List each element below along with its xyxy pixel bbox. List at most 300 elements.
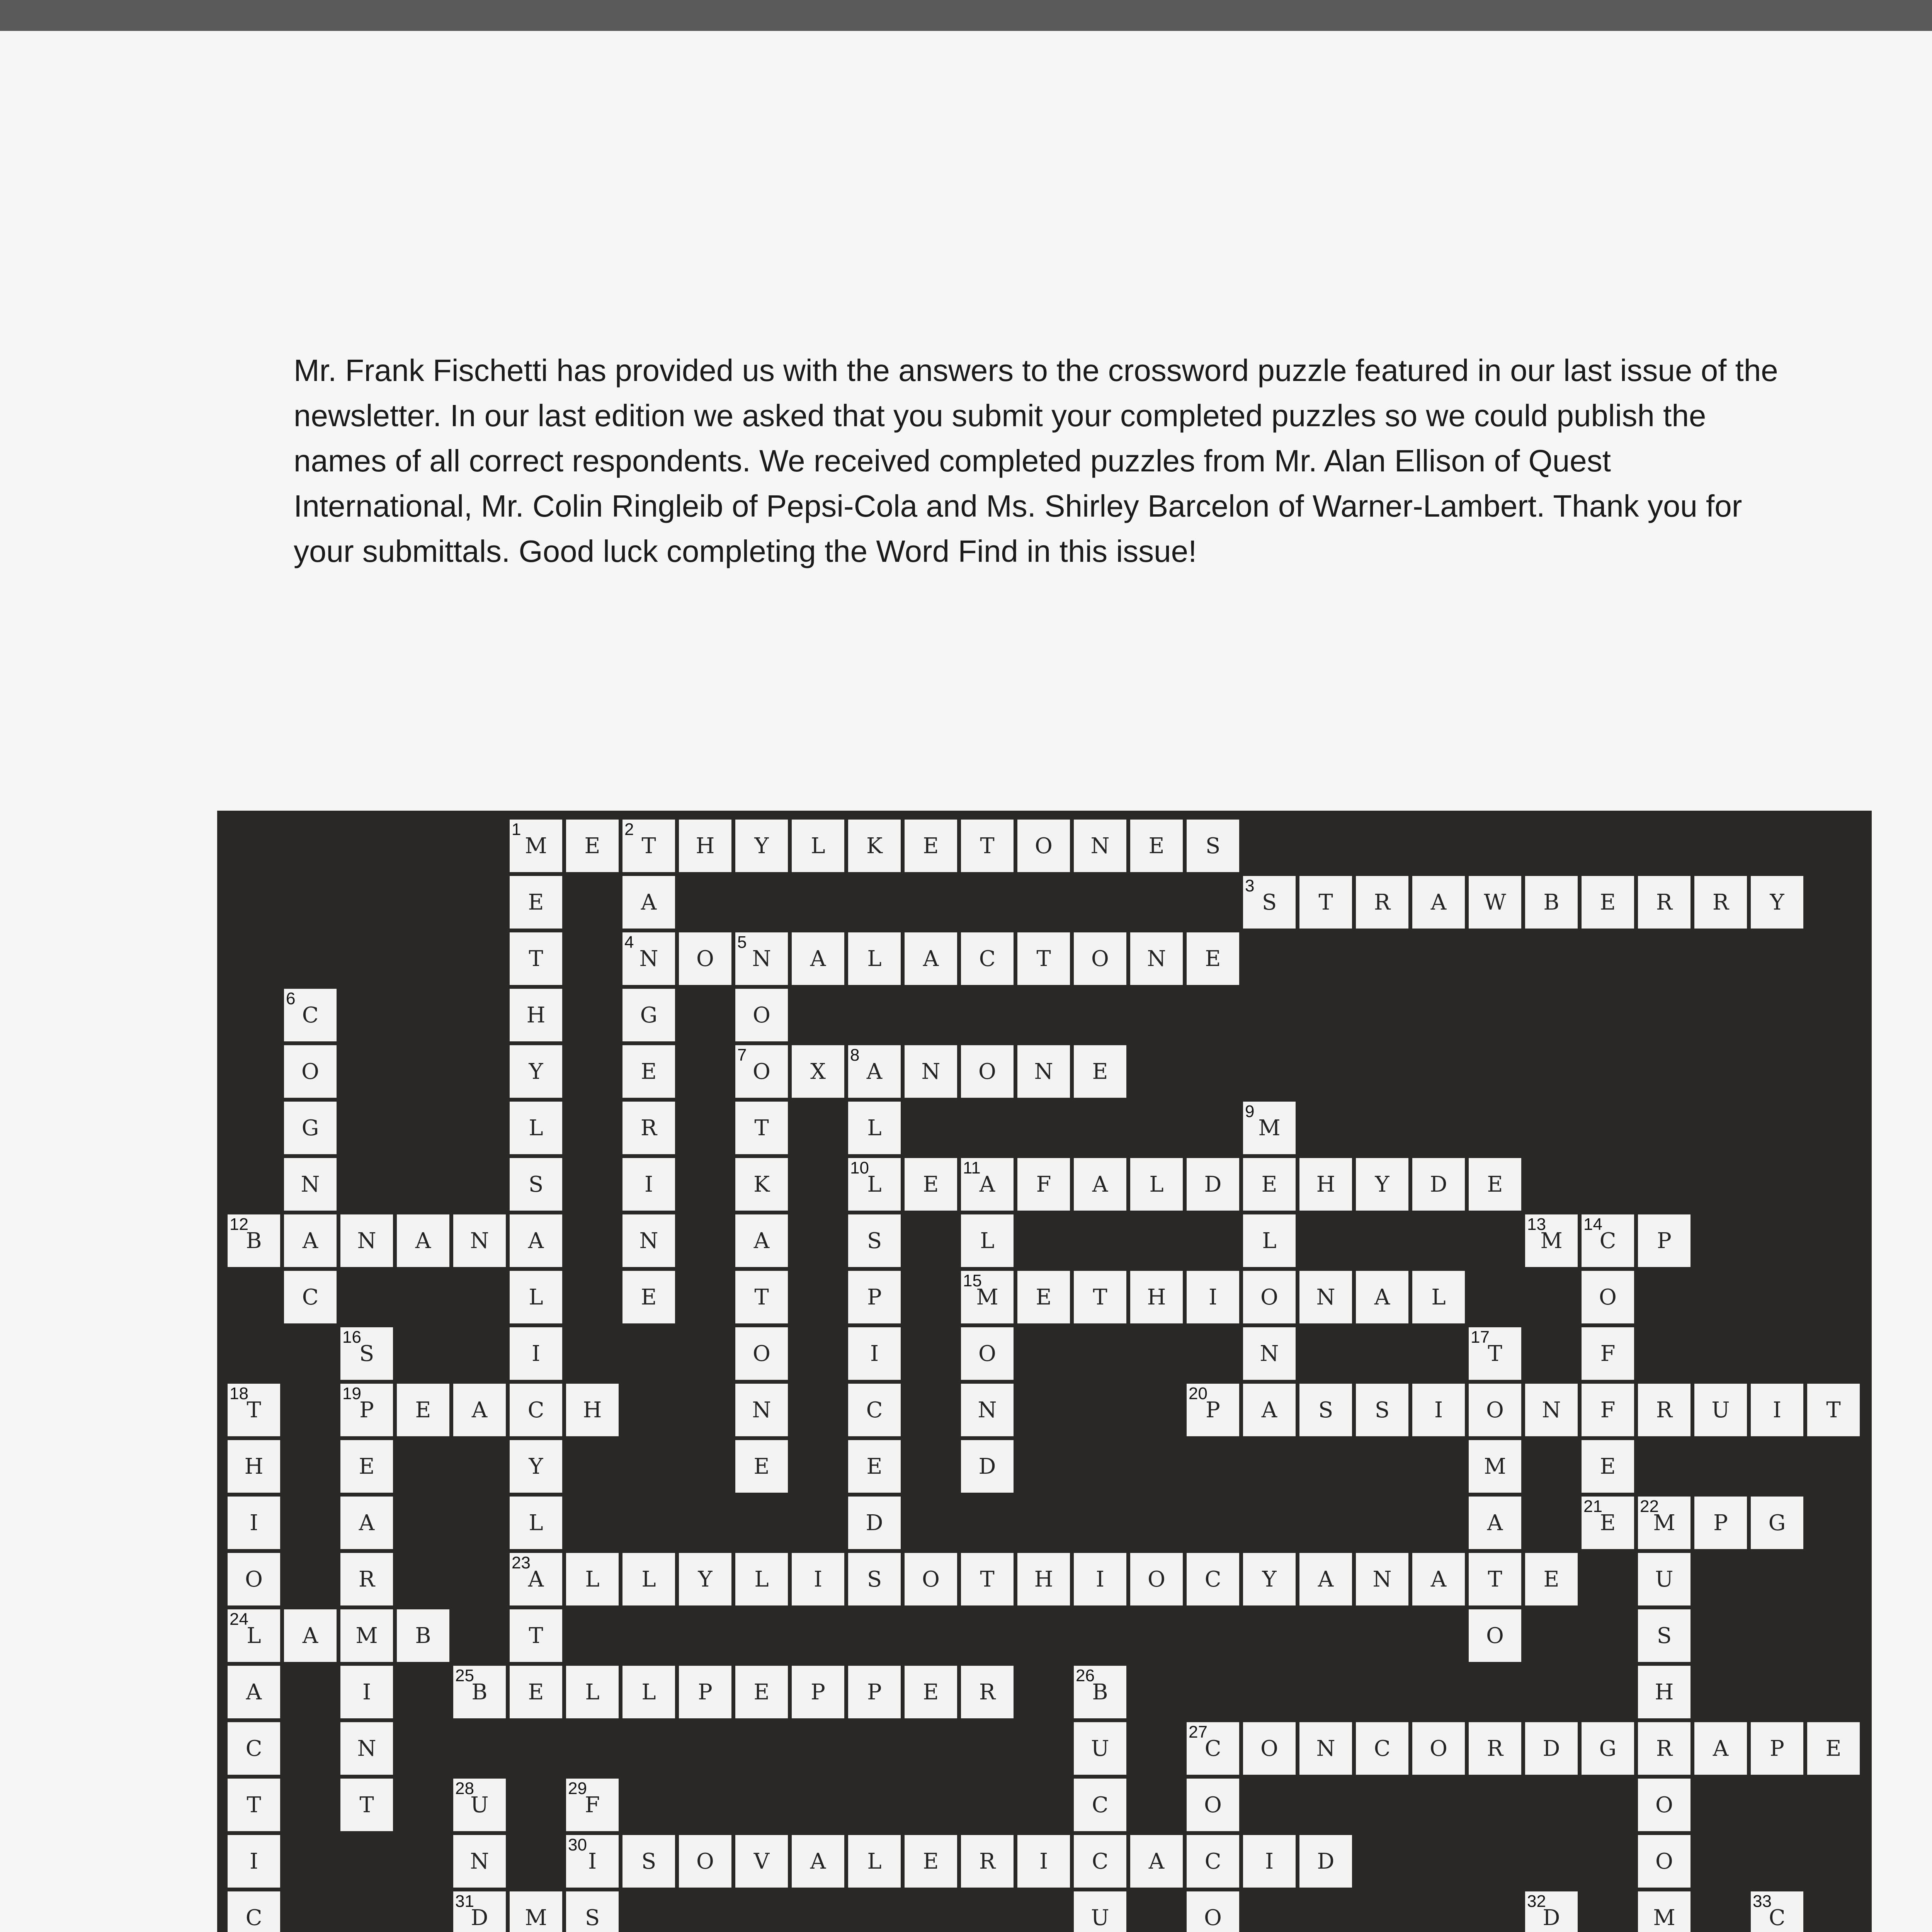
cell-letter: S [1262, 889, 1277, 915]
crossword-cell [1692, 874, 1749, 930]
cell-letter: O [753, 1341, 770, 1366]
crossword-cell [903, 818, 959, 874]
cell-letter: I [1265, 1849, 1274, 1874]
cell-letter: A [1148, 1849, 1165, 1874]
cell-letter: A [979, 1172, 995, 1197]
crossword-cell [1128, 1156, 1185, 1213]
crossword-cell [846, 1664, 903, 1720]
cell-letter: O [1091, 946, 1109, 971]
clue-number: 27 [1189, 1723, 1208, 1742]
crossword-cell [1523, 1720, 1580, 1777]
cell-letter: C [302, 1002, 319, 1028]
crossword-cell [959, 818, 1015, 874]
cell-letter: X [810, 1059, 826, 1084]
cell-letter: L [1431, 1284, 1446, 1310]
cell-letter: A [1430, 1566, 1447, 1592]
crossword-cell [1185, 1889, 1241, 1932]
clue-number: 6 [286, 989, 296, 1008]
cell-letter: H [1147, 1284, 1166, 1310]
cell-letter: N [639, 946, 658, 971]
cell-letter: N [470, 1849, 489, 1874]
clue-number: 3 [1245, 876, 1255, 895]
cell-letter: E [1543, 1566, 1560, 1592]
crossword-cell [846, 1438, 903, 1495]
crossword-cell [564, 818, 621, 874]
crossword-cell [564, 1889, 621, 1932]
cell-letter: U [470, 1792, 489, 1818]
cell-letter: O [1486, 1623, 1504, 1648]
crossword-cell [1580, 1382, 1636, 1438]
crossword-cell [564, 1777, 621, 1833]
crossword-cell [451, 1664, 508, 1720]
crossword-cell [846, 1833, 903, 1889]
cell-letter: N [1147, 946, 1166, 971]
crossword-cell [226, 1833, 282, 1889]
cell-letter: D [1543, 1736, 1560, 1761]
crossword-cell [1354, 874, 1410, 930]
crossword-cell [733, 1269, 790, 1325]
crossword-cell [1241, 1720, 1298, 1777]
cell-letter: T [1318, 889, 1333, 915]
cell-letter: N [1316, 1736, 1335, 1761]
crossword-cell [226, 1607, 282, 1664]
cell-letter: C [1374, 1736, 1391, 1761]
cell-letter: A [1487, 1510, 1503, 1536]
crossword-cell [733, 930, 790, 987]
cell-letter: N [357, 1228, 376, 1253]
crossword-cell [1749, 1495, 1805, 1551]
crossword-cell [1692, 1382, 1749, 1438]
crossword-cell [621, 1213, 677, 1269]
crossword-cell [959, 1551, 1015, 1607]
clue-number: 10 [850, 1158, 869, 1177]
crossword-cell [1580, 1720, 1636, 1777]
cell-letter: A [641, 889, 657, 915]
crossword-cell [1185, 818, 1241, 874]
crossword-cell [677, 1833, 733, 1889]
crossword-cell [1015, 1269, 1072, 1325]
cell-letter: R [1656, 1397, 1673, 1423]
cell-letter: H [696, 833, 715, 859]
cell-letter: E [1092, 1059, 1108, 1084]
crossword-cell [1185, 1156, 1241, 1213]
cell-letter: R [1656, 1736, 1673, 1761]
crossword-cell [226, 1382, 282, 1438]
cell-letter: E [753, 1454, 770, 1479]
crossword-cell [564, 1382, 621, 1438]
cell-letter: O [1655, 1792, 1673, 1818]
clue-number: 20 [1189, 1384, 1208, 1403]
cell-letter: N [1260, 1341, 1279, 1366]
crossword-cell [959, 1382, 1015, 1438]
crossword-cell [226, 1438, 282, 1495]
cell-letter: M [976, 1284, 998, 1310]
crossword-cell [1636, 1777, 1692, 1833]
cell-letter: O [301, 1059, 319, 1084]
crossword-cell [846, 1213, 903, 1269]
cell-letter: T [754, 1115, 769, 1141]
cell-letter: R [979, 1679, 996, 1705]
crossword-cell [508, 1043, 564, 1100]
crossword-cell [1072, 1156, 1128, 1213]
cell-letter: L [1149, 1172, 1164, 1197]
crossword-cell [621, 930, 677, 987]
crossword-cell [733, 1438, 790, 1495]
clue-number: 28 [455, 1779, 474, 1798]
crossword-cell [508, 1100, 564, 1156]
clue-number: 5 [737, 933, 747, 952]
crossword-cell [1580, 1213, 1636, 1269]
crossword-cell [903, 1551, 959, 1607]
cell-letter: G [1768, 1510, 1786, 1536]
cell-letter: T [1488, 1341, 1502, 1366]
crossword-cell [903, 1664, 959, 1720]
crossword-cell [338, 1777, 395, 1833]
cell-letter: S [1205, 833, 1221, 859]
cell-letter: S [1656, 1623, 1672, 1648]
cell-letter: K [753, 1172, 770, 1197]
crossword-cell [1692, 1720, 1749, 1777]
crossword-cell [508, 1551, 564, 1607]
crossword-cell [1185, 1777, 1241, 1833]
cell-letter: I [249, 1849, 259, 1874]
crossword-cell [1185, 1382, 1241, 1438]
crossword-cell [1072, 930, 1128, 987]
cell-letter: D [1543, 1905, 1560, 1930]
cell-letter: E [1036, 1284, 1052, 1310]
cell-letter: C [1204, 1736, 1221, 1761]
cell-letter: A [415, 1228, 431, 1253]
crossword-cell [621, 1664, 677, 1720]
clue-number: 26 [1076, 1666, 1095, 1685]
crossword-cell [1072, 1720, 1128, 1777]
crossword-cell [733, 1325, 790, 1382]
crossword-cell [564, 1664, 621, 1720]
clue-number: 9 [1245, 1102, 1255, 1121]
crossword-cell [226, 1777, 282, 1833]
crossword-cell [621, 1269, 677, 1325]
cell-letter: T [754, 1284, 769, 1310]
cell-letter: V [753, 1849, 770, 1874]
crossword-cell [451, 1777, 508, 1833]
crossword-cell [395, 1213, 451, 1269]
crossword-cell [508, 930, 564, 987]
cell-letter: I [588, 1849, 597, 1874]
crossword-cell [508, 1156, 564, 1213]
cell-letter: I [1039, 1849, 1048, 1874]
crossword-cell [226, 1889, 282, 1932]
cell-letter: I [1095, 1566, 1105, 1592]
cell-letter: I [362, 1679, 371, 1705]
cell-letter: A [528, 1566, 544, 1592]
cell-letter: R [1656, 889, 1673, 915]
cell-letter: H [1316, 1172, 1335, 1197]
crossword-cell [1467, 1382, 1523, 1438]
cell-letter: R [1712, 889, 1729, 915]
clue-number: 30 [568, 1835, 587, 1854]
crossword-cell [508, 874, 564, 930]
cell-letter: O [1430, 1736, 1447, 1761]
crossword-cell [677, 1664, 733, 1720]
crossword-cell [1467, 1495, 1523, 1551]
crossword-cell [621, 1100, 677, 1156]
crossword-cell [1636, 1213, 1692, 1269]
crossword-cell [1185, 1833, 1241, 1889]
cell-letter: S [1318, 1397, 1333, 1423]
crossword-cell [564, 1551, 621, 1607]
crossword-cell [903, 1833, 959, 1889]
cell-letter: T [247, 1792, 261, 1818]
crossword-cell [395, 1382, 451, 1438]
crossword-cell [959, 1043, 1015, 1100]
cell-letter: U [1711, 1397, 1730, 1423]
cell-letter: N [639, 1228, 658, 1253]
crossword-cell [1523, 1889, 1580, 1932]
crossword-cell [790, 1043, 846, 1100]
cell-letter: E [923, 1849, 939, 1874]
crossword-cell [282, 1100, 338, 1156]
cell-letter: B [471, 1679, 488, 1705]
cell-letter: S [1374, 1397, 1390, 1423]
cell-letter: C [1092, 1792, 1109, 1818]
cell-letter: G [1599, 1736, 1617, 1761]
cell-letter: W [1484, 889, 1506, 915]
crossword-cell [1354, 1269, 1410, 1325]
crossword-cell [1298, 1833, 1354, 1889]
cell-letter: E [1600, 1510, 1616, 1536]
crossword-cell [790, 1551, 846, 1607]
crossword-cell [395, 1607, 451, 1664]
crossword-cell [1354, 1720, 1410, 1777]
cell-letter: F [1600, 1397, 1616, 1423]
crossword-cell [1354, 1382, 1410, 1438]
crossword-cell [1410, 1269, 1467, 1325]
cell-letter: O [1260, 1736, 1278, 1761]
clue-number: 12 [230, 1215, 248, 1234]
cell-letter: R [1374, 889, 1391, 915]
cell-letter: L [1262, 1228, 1277, 1253]
cell-letter: A [1092, 1172, 1108, 1197]
crossword-cell [677, 930, 733, 987]
crossword-cell [1241, 1551, 1298, 1607]
cell-letter: E [359, 1454, 375, 1479]
crossword-cell [1410, 1382, 1467, 1438]
cell-letter: N [1316, 1284, 1335, 1310]
clue-number: 13 [1527, 1215, 1546, 1234]
cell-letter: M [355, 1623, 378, 1648]
crossword-cell [1241, 1833, 1298, 1889]
crossword-cell [733, 1382, 790, 1438]
cell-letter: O [245, 1566, 263, 1592]
crossword-cell [508, 1664, 564, 1720]
crossword-cell [338, 1325, 395, 1382]
crossword-cell [1580, 1495, 1636, 1551]
clue-number: 25 [455, 1666, 474, 1685]
cell-letter: U [1655, 1566, 1673, 1592]
cell-letter: A [923, 946, 939, 971]
crossword-cell [621, 1043, 677, 1100]
crossword-cell [451, 1213, 508, 1269]
crossword-cell [1128, 818, 1185, 874]
cell-letter: P [1206, 1397, 1220, 1423]
crossword-cell [1072, 1889, 1128, 1932]
crossword-cell [1467, 1607, 1523, 1664]
cell-letter: O [1148, 1566, 1165, 1592]
cell-letter: Y [529, 1059, 543, 1084]
clue-number: 4 [624, 933, 634, 952]
crossword-cell [508, 1495, 564, 1551]
cell-letter: L [867, 1115, 882, 1141]
cell-letter: E [1600, 889, 1616, 915]
crossword-cell [1072, 1269, 1128, 1325]
cell-letter: A [753, 1228, 770, 1253]
crossword-cell [338, 1382, 395, 1438]
cell-letter: M [1258, 1115, 1281, 1141]
cell-letter: I [531, 1341, 541, 1366]
cell-letter: E [866, 1454, 883, 1479]
crossword-cell [451, 1889, 508, 1932]
crossword-cell [338, 1213, 395, 1269]
crossword-cell [338, 1438, 395, 1495]
cell-letter: A [302, 1228, 318, 1253]
cell-letter: A [1430, 889, 1447, 915]
cell-letter: D [1204, 1172, 1222, 1197]
cell-letter: K [866, 833, 883, 859]
crossword-grid [217, 811, 1872, 1932]
cell-letter: N [1372, 1566, 1392, 1592]
crossword-cell [733, 1664, 790, 1720]
crossword-cell [1185, 1269, 1241, 1325]
crossword-cell [1241, 1269, 1298, 1325]
crossword-cell [338, 1607, 395, 1664]
cell-letter: D [471, 1905, 488, 1930]
cell-letter: P [1770, 1736, 1784, 1761]
crossword-cell [508, 1382, 564, 1438]
cell-letter: A [302, 1623, 318, 1648]
crossword-cell [733, 1043, 790, 1100]
cell-letter: P [698, 1679, 713, 1705]
crossword-cell [733, 1100, 790, 1156]
cell-letter: Y [529, 1454, 543, 1479]
cell-letter: T [980, 833, 995, 859]
crossword-cell [1749, 1889, 1805, 1932]
crossword-cell [903, 930, 959, 987]
clue-number: 33 [1753, 1892, 1772, 1911]
cell-letter: N [470, 1228, 489, 1253]
cell-letter: T [529, 1623, 543, 1648]
crossword-cell [1072, 1664, 1128, 1720]
crossword-cell [508, 1889, 564, 1932]
clue-number: 17 [1471, 1328, 1490, 1347]
cell-letter: C [1204, 1849, 1221, 1874]
cell-letter: O [696, 946, 714, 971]
crossword-cell [226, 1213, 282, 1269]
crossword-cell [226, 1551, 282, 1607]
cell-letter: C [1599, 1228, 1616, 1253]
clue-number: 29 [568, 1779, 587, 1798]
cell-letter: P [867, 1679, 882, 1705]
crossword-cell [621, 818, 677, 874]
cell-letter: C [1092, 1849, 1109, 1874]
cell-letter: M [1653, 1510, 1675, 1536]
crossword-cell [1015, 930, 1072, 987]
crossword-cell [1015, 818, 1072, 874]
cell-letter: F [1600, 1341, 1616, 1366]
cell-letter: E [528, 1679, 544, 1705]
cell-letter: R [640, 1115, 657, 1141]
cell-letter: L [641, 1679, 656, 1705]
crossword-cell [226, 1495, 282, 1551]
clue-number: 31 [455, 1892, 474, 1911]
cell-letter: O [978, 1341, 996, 1366]
cell-letter: P [359, 1397, 374, 1423]
crossword-cell [508, 1269, 564, 1325]
cell-letter: T [1826, 1397, 1841, 1423]
cell-letter: R [358, 1566, 375, 1592]
crossword-cell [1128, 1833, 1185, 1889]
crossword-cell [677, 818, 733, 874]
cell-letter: I [870, 1341, 879, 1366]
cell-letter: A [528, 1228, 544, 1253]
cell-letter: B [1092, 1679, 1108, 1705]
crossword-cell [1128, 1551, 1185, 1607]
crossword-cell [1636, 1833, 1692, 1889]
crossword-cell [338, 1720, 395, 1777]
cell-letter: L [585, 1679, 600, 1705]
cell-letter: L [811, 833, 825, 859]
cell-letter: N [921, 1059, 940, 1084]
clue-number: 21 [1583, 1497, 1602, 1516]
cell-letter: L [754, 1566, 769, 1592]
crossword-cell [508, 987, 564, 1043]
cell-letter: N [752, 1397, 771, 1423]
cell-letter: E [1487, 1172, 1503, 1197]
cell-letter: P [867, 1284, 882, 1310]
crossword-cell [1015, 1551, 1072, 1607]
crossword-cell [338, 1495, 395, 1551]
crossword-cell [1636, 1664, 1692, 1720]
crossword-cell [282, 1607, 338, 1664]
crossword-cell [1692, 1495, 1749, 1551]
cell-letter: D [1430, 1172, 1447, 1197]
crossword-cell [1410, 1551, 1467, 1607]
crossword-cell [451, 1833, 508, 1889]
crossword-cell [1636, 1551, 1692, 1607]
cell-letter: F [585, 1792, 600, 1818]
cell-letter: L [529, 1510, 543, 1536]
crossword-cell [846, 1043, 903, 1100]
cell-letter: B [246, 1228, 262, 1253]
crossword-cell [282, 987, 338, 1043]
crossword-cell [1636, 1495, 1692, 1551]
cell-letter: E [641, 1284, 657, 1310]
crossword-cell [1072, 1043, 1128, 1100]
cell-letter: B [415, 1623, 431, 1648]
crossword-cell [1354, 1551, 1410, 1607]
crossword-cell [1636, 1607, 1692, 1664]
cell-letter: O [696, 1849, 714, 1874]
cell-letter: M [525, 833, 547, 859]
cell-letter: I [1208, 1284, 1218, 1310]
crossword-cell [1015, 1043, 1072, 1100]
cell-letter: N [301, 1172, 320, 1197]
cell-letter: Y [698, 1566, 713, 1592]
cell-letter: L [980, 1228, 995, 1253]
crossword-cell [1580, 1438, 1636, 1495]
cell-letter: U [1091, 1736, 1109, 1761]
cell-letter: C [302, 1284, 319, 1310]
clue-number: 23 [512, 1553, 531, 1572]
